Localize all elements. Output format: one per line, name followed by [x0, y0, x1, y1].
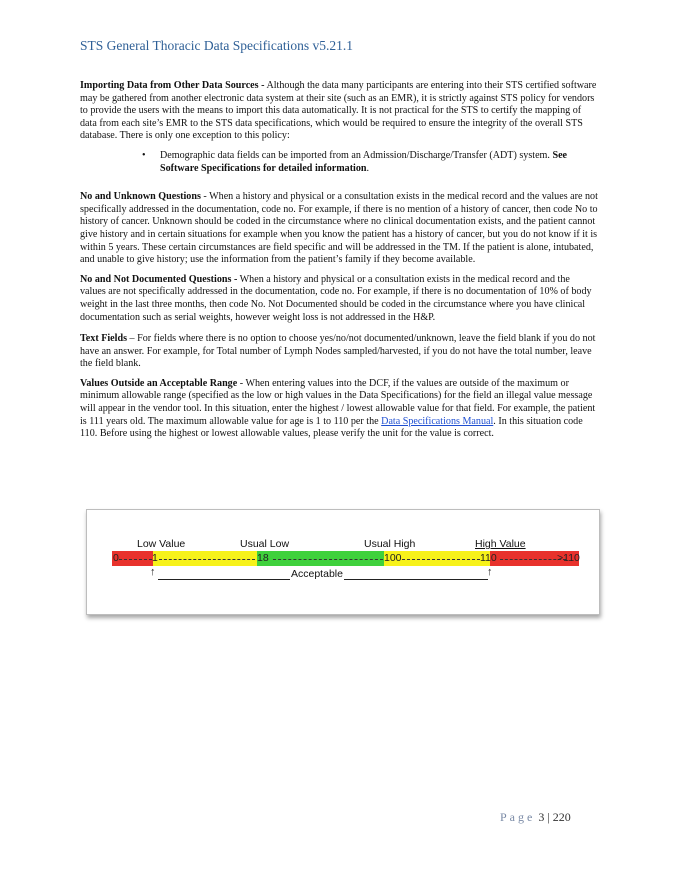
importing-data-heading: Importing Data from Other Data Sources - — [80, 80, 265, 91]
page-word: Page — [500, 810, 536, 824]
importing-exception-list — [80, 150, 598, 175]
value-over-one-ten: >110 — [557, 552, 580, 564]
text-fields-text: – For fields where there is no option to choose yes/no/not documented/unknown, leave the field blank if you do not have an answer. For example, for Total number of Lymph Nodes sampled/harvested, if you do not have the total number, leave the field blank. — [80, 333, 596, 370]
page-total: 220 — [552, 810, 571, 824]
low-value-label: Low Value — [137, 538, 186, 550]
value-zero: 0 — [113, 552, 119, 564]
page-footer — [500, 810, 571, 825]
data-specifications-manual-link[interactable]: Data Specifications Manual — [381, 415, 494, 427]
high-value-label: High Value — [475, 538, 526, 550]
text-fields-heading: Text Fields — [80, 333, 128, 345]
document-header-title: STS General Thoracic Data Specifications v5.21.1 — [80, 38, 354, 53]
no-unknown-heading: No and Unknown Questions — [80, 191, 201, 203]
usual-high-label: Usual High — [364, 538, 416, 550]
values-outside-heading: Values Outside an Acceptable Range — [80, 377, 238, 389]
text-fields-paragraph — [80, 333, 598, 371]
document-body — [80, 80, 598, 448]
value-eighteen: 18 — [257, 552, 269, 564]
importing-data-text: Although the data many participants are entering into their STS certified software may be gathered from another electronic data system at their site (such as an EMR), it is strictly against STS policy for vendors to provide the users with the means to import this data automatically. It is not practical for the STS to certify the mapping of data from each site’s EMR to the STS data specifications, which would be required to ensure the integrity of the overall STS database. There is only one exception to this policy: — [80, 80, 597, 142]
high-arrow-icon: ↑ — [487, 566, 493, 578]
acceptable-label: Acceptable — [291, 568, 343, 580]
importing-data-paragraph — [80, 80, 598, 143]
value-one: 1 — [152, 552, 158, 564]
no-not-documented-paragraph — [80, 274, 598, 324]
value-hundred: 100 — [384, 552, 402, 564]
acceptable-range-figure — [86, 509, 600, 615]
page-number: 3 — [538, 810, 545, 824]
no-unknown-text: - When a history and physical or a consultation exists in the medical record and the values are not specifically addressed in the documentation, code no. For example, if there is no mention of a history of cancer, then code No to history of cancer. Unknown should be coded in the circumstance where no clinical documentation exists, and the patient cannot give history and in certain situations for example when you know the patient has a history of cancer, but you do not know if it is within 5 years. These certain circumstances are field specific and will be addressed in the TM. If the patient is alone, intubated, and unable to give history; use the information from the patient’s family if they become available. — [80, 191, 598, 266]
no-not-documented-heading: No and Not Documented Questions - — [80, 273, 238, 285]
page-separator: | — [547, 810, 550, 824]
values-outside-text-end: . In this situation code 110. Before using the highest or lowest allowable values, please verify the unit for the value is correct. — [80, 415, 583, 440]
list-item: • Demographic data fields can be imported from an Admission/Discharge/Transfer (ADT) system. See Software Specifications for detailed information. — [160, 150, 598, 175]
usual-low-label: Usual Low — [240, 538, 290, 550]
value-one-ten: 110 — [480, 552, 497, 564]
values-outside-text: - When entering values into the DCF, if the values are outside of the maximum or minimum allowable range (specified as the low or high values in the Data Specifications) for the field an illegal value message will appear in the vendor tool. In this situation, enter the highest / lowest allowable value for that field. For example, the patient is 111 years old. The maximum allowable value for age is 1 to 110 per the — [80, 377, 596, 427]
no-unknown-paragraph — [80, 191, 598, 267]
software-spec-note: See Software Specifications for detailed information — [160, 149, 568, 174]
low-arrow-icon: ↑ — [150, 566, 156, 578]
values-outside-paragraph — [80, 378, 598, 441]
no-not-documented-text: When a history and physical or a consultation exists in the medical record and the values are not specifically addressed in the documentation, code no. For example, if there is no documentation of 10% of body weight in the last three months, then code No. Not Documented should be coded in the circumstance where you have clinical documentation such as serial weights, however weight loss is not addressed in the H&P. — [80, 273, 592, 323]
